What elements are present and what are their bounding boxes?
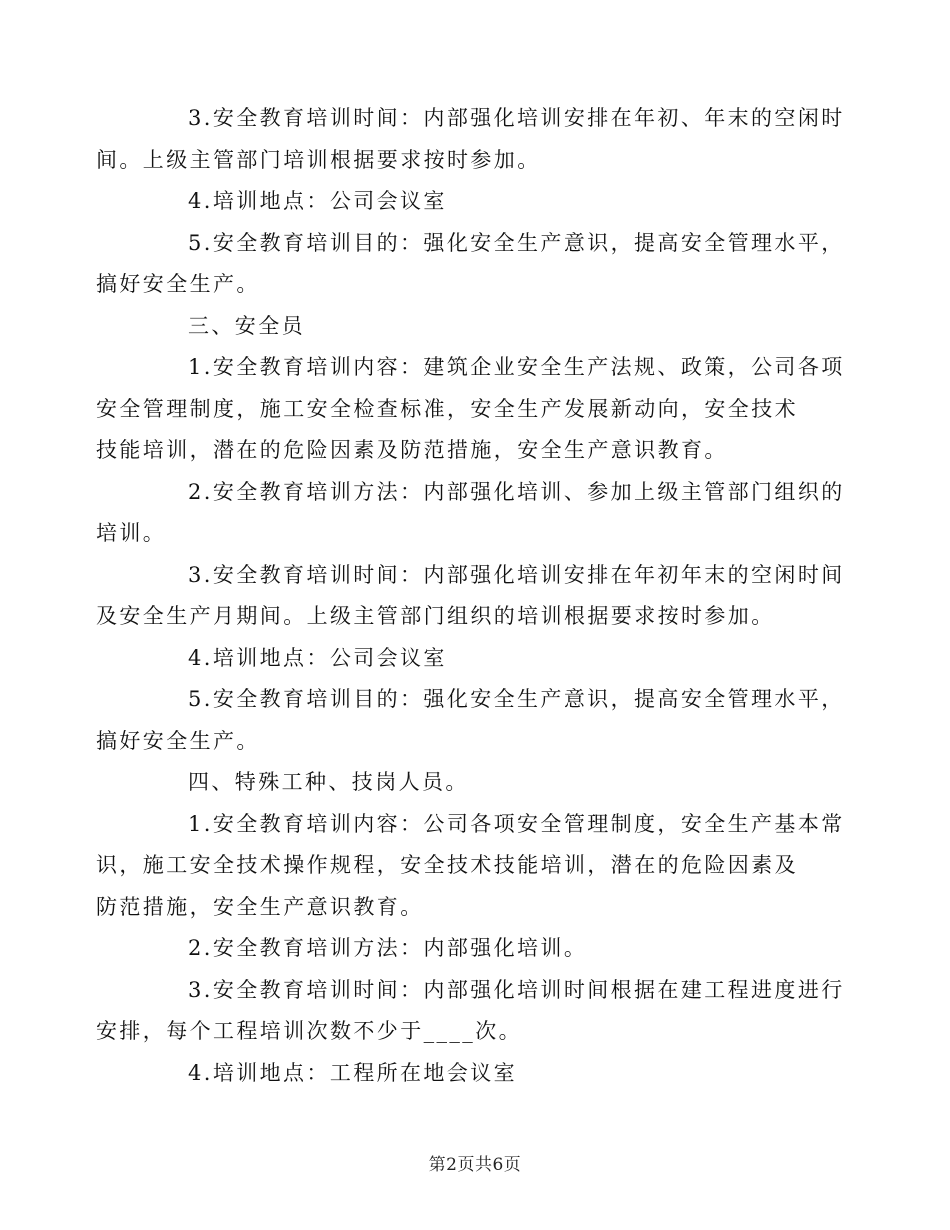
section-heading: 四、特殊工种、技岗人员。 <box>188 770 469 794</box>
paragraph-line: 4.培训地点：工程所在地会议室 <box>188 1060 518 1085</box>
paragraph-line: 3.安全教育培训时间：内部强化培训时间根据在建工程进度进行 <box>188 977 845 1002</box>
paragraph-line: 1.安全教育培训内容：公司各项安全管理制度，安全生产基本常 <box>188 811 845 836</box>
paragraph-training-content <box>96 804 845 929</box>
paragraph-line: 安全管理制度，施工安全检查标准，安全生产发展新动向，安全技术 <box>96 396 798 421</box>
paragraph-line: 1.安全教育培训内容：建筑企业安全生产法规、政策，公司各项 <box>188 355 845 379</box>
paragraph-line: 技能培训，潜在的危险因素及防范措施，安全生产意识教育。 <box>96 438 728 462</box>
paragraph-line: 搞好安全生产。 <box>96 272 260 296</box>
paragraph-training-time <box>96 98 845 181</box>
paragraph-line: 3.安全教育培训时间：内部强化培训安排在年初年末的空闲时间 <box>188 562 845 587</box>
paragraph-line: 及安全生产月期间。上级主管部门组织的培训根据要求按时参加。 <box>96 604 775 628</box>
paragraph-line: 4.培训地点：公司会议室 <box>188 189 447 213</box>
paragraph-training-time <box>96 555 845 638</box>
paragraph-line: 安排，每个工程培训次数不少于____次。 <box>96 1019 522 1043</box>
page-number: 第2页共6页 <box>428 1155 522 1175</box>
paragraph-line: 培训。 <box>96 521 167 545</box>
paragraph-line: 5.安全教育培训目的：强化安全生产意识，提高安全管理水平， <box>188 230 845 255</box>
paragraph-line: 防范措施，安全生产意识教育。 <box>96 894 424 919</box>
paragraph-training-time <box>96 970 845 1053</box>
paragraph-training-method <box>142 928 802 970</box>
paragraph-training-location <box>142 181 802 223</box>
paragraph-line: 搞好安全生产。 <box>96 728 260 753</box>
paragraph-line: 间。上级主管部门培训根据要求按时参加。 <box>96 147 541 172</box>
section-heading-safety-officer <box>142 306 802 348</box>
paragraph-line: 2.安全教育培训方法：内部强化培训。 <box>188 936 588 960</box>
paragraph-training-method <box>96 472 845 555</box>
paragraph-line: 2.安全教育培训方法：内部强化培训、参加上级主管部门组织的 <box>188 479 845 504</box>
paragraph-training-content <box>96 347 845 472</box>
paragraph-line: 识，施工安全技术操作规程，安全技术技能培训，潜在的危险因素及 <box>96 853 798 877</box>
paragraph-line: 3.安全教育培训时间：内部强化培训安排在年初、年末的空闲时 <box>188 106 845 130</box>
paragraph-training-purpose <box>96 223 845 306</box>
paragraph-training-location <box>142 1053 802 1095</box>
document-body <box>96 98 845 1094</box>
paragraph-training-location <box>142 638 802 680</box>
section-heading-special-workers <box>142 762 802 804</box>
paragraph-line: 4.培训地点：公司会议室 <box>188 645 447 670</box>
paragraph-line: 5.安全教育培训目的：强化安全生产意识，提高安全管理水平， <box>188 687 845 711</box>
paragraph-training-purpose <box>96 679 845 762</box>
section-heading: 三、安全员 <box>188 313 305 338</box>
